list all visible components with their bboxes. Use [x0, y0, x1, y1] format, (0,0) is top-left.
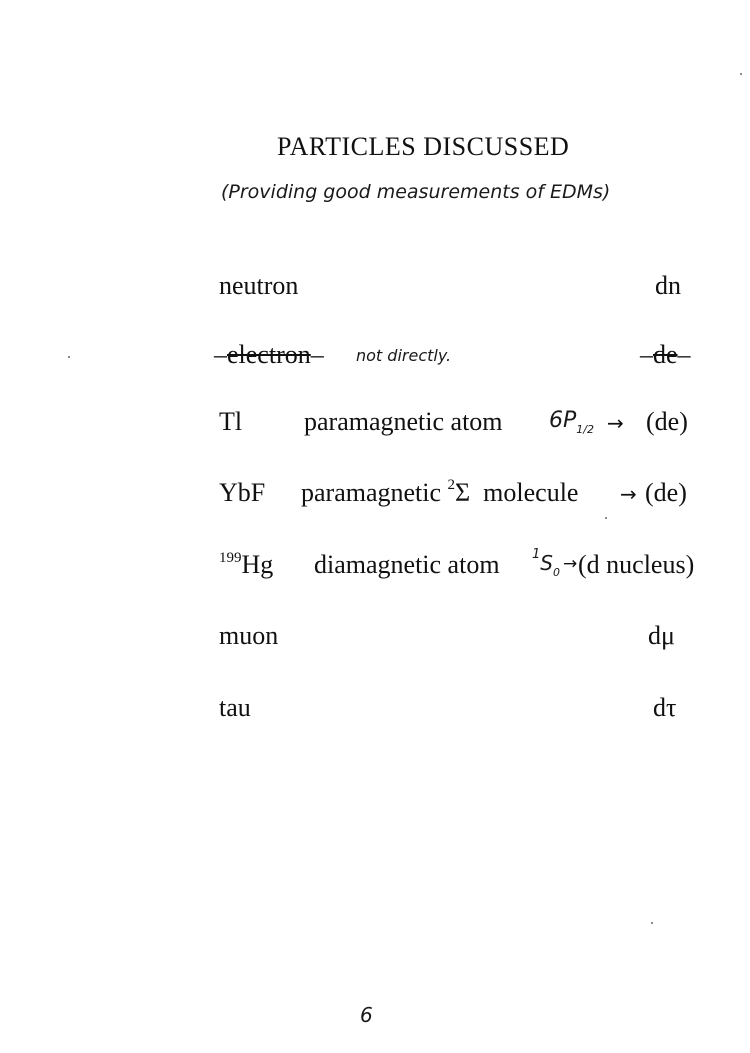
row-neutron-symbol: dn [655, 271, 681, 300]
hg-arrow-icon: → [563, 554, 578, 574]
row-tl-state [549, 408, 594, 436]
row-ybf-desc [301, 478, 578, 508]
hg-isotope: 199 [219, 550, 242, 566]
electron-symbol-struck: de [653, 340, 678, 369]
row-hg-result: (d nucleus) [578, 550, 695, 579]
row-muon-name: muon [219, 621, 279, 650]
scan-speck [740, 73, 742, 75]
scan-speck [651, 922, 653, 924]
row-tau-symbol: dτ [653, 693, 677, 722]
tl-state-sub: 1/2 [576, 423, 594, 436]
scan-speck [605, 517, 607, 519]
hg-state-sup: 1 [532, 547, 541, 562]
hg-state-main: S [540, 551, 553, 575]
row-neutron-name: neutron [219, 271, 299, 300]
hg-element: Hg [241, 550, 274, 579]
row-tl-result: (de) [646, 407, 688, 436]
ybf-desc-a: paramagnetic [301, 478, 442, 507]
page-title: PARTICLES DISCUSSED [277, 132, 570, 161]
row-hg-desc: diamagnetic atom [314, 550, 500, 579]
page-number: 6 [360, 1003, 373, 1027]
tl-state-main: 6P [549, 408, 577, 433]
row-electron-note: not directly. [356, 346, 452, 365]
ybf-arrow-icon: → [620, 482, 637, 506]
row-electron-name: –electron– [214, 340, 324, 369]
row-ybf-result: (de) [645, 478, 687, 507]
ybf-state-sup: 2 [447, 477, 456, 493]
row-tau-name: tau [219, 693, 251, 722]
row-electron-symbol: –de– [640, 340, 691, 369]
electron-struck-text: electron [227, 340, 311, 369]
hg-state-sub: 0 [552, 566, 560, 579]
tl-arrow-icon: → [607, 411, 624, 435]
row-ybf-name: YbF [219, 478, 266, 507]
scan-speck [68, 356, 70, 358]
row-tl-name: Tl [219, 407, 243, 436]
row-tl-desc: paramagnetic atom [304, 407, 503, 436]
row-hg-name [219, 550, 273, 580]
handwritten-subtitle: (Providing good measurements of EDMs) [221, 181, 611, 203]
ybf-desc-b: molecule [483, 478, 579, 507]
row-hg-state [532, 547, 560, 579]
ybf-state-sym: Σ [455, 478, 471, 507]
row-muon-symbol: dμ [648, 621, 675, 650]
